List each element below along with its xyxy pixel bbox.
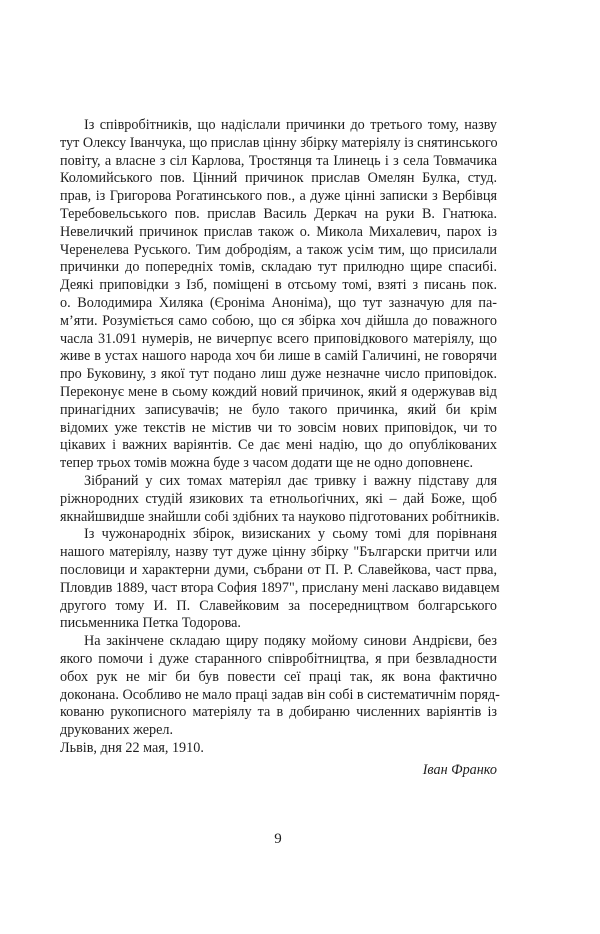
paragraph [60, 472, 500, 526]
text-line: Теребовельського пов. прислав Василь Деркач на руки В. Гнатюка. [60, 205, 497, 222]
text-line: кованю рукописного матеріялу та в добираню численних варіянтів із [60, 704, 497, 721]
text-line: доконана. Особливо не мало праці задав він собі в систематичнім поряд- [60, 686, 500, 703]
text-line: Із співробітників, що надіслали причинки до третього тому, назву [84, 117, 497, 133]
text-line: причинки до попередніх томів, складаю тут прилюдно щире спасибі. [60, 259, 497, 276]
text-line: якнайшвидше знайшли собі здібних та науково підготованих робітників. [60, 508, 500, 525]
text-line: ріжнородних студій язикових та етнольоґічних, які – дай Боже, щоб [60, 490, 497, 507]
text-line: якого помочи і дуже старанного співробітництва, я при безвладности [60, 650, 497, 667]
text-line: Зібраний у сих томах матеріял дає тривку і важну підставу для [84, 472, 497, 489]
text-line: повіту, а власне з сіл Карлова, Тростянця та Ілинець і з села Товмачика [60, 152, 497, 169]
text-line: обох рук не міг би був повести сеї праці так, як вона фактично [60, 668, 497, 685]
text-line: прав, із Григорова Рогатинського пов., а дуже цінні записки з Вербівця [60, 188, 497, 205]
text-line: цікавих і важних варіянтів. Се дає мені надію, що до опублікованих [60, 437, 497, 454]
text-line: друкованих жерел. [60, 722, 174, 739]
date-line: Львів, дня 22 мая, 1910. [60, 740, 204, 756]
text-line: Коломийського пов. Цінний причинок прислав Омелян Булка, студ. [60, 170, 497, 187]
paragraph [60, 633, 500, 740]
text-line: часла 31.091 нумерів, не вичерпує всего приповідкового матеріялу, що [60, 330, 497, 347]
text-line: о. Володимира Хиляка (Єроніма Аноніма), що тут зазначую для па- [60, 294, 497, 311]
signature: Іван Франко [422, 762, 497, 778]
text-line: На закінчене складаю щиру подяку мойому синови Андрієви, без [84, 633, 497, 650]
body-text [60, 117, 500, 740]
text-line: Пловдив 1889, част втора София 1897", прислану мені ласкаво видавцем [60, 579, 500, 596]
paragraph [60, 526, 500, 633]
text-line: принагідних записувачів; не було такого причинка, який би крім [60, 401, 497, 418]
text-line: другого тому И. П. Славейковим за посередництвом болгарського [60, 597, 497, 614]
text-line: Із чужонародніх збірок, визисканих у сьому томі для порівнаня [84, 526, 497, 543]
text-line: Деякі приповідки з Ізб, поміщені в отсьому томі, взяті з писань пок. [60, 277, 497, 294]
text-line: тут Олексу Іванчука, що прислав цінну збірку матеріялу із снятинського [60, 134, 498, 151]
text-line: відомих уже текстів не містив чи то зовсім нових приповідок, чи то [60, 419, 497, 436]
text-line: Невеличкий причинок прислав також о. Микола Михалевич, парох із [60, 223, 497, 240]
text-line: про Буковину, з якої тут подано лиш дуже незначне число приповідок. [60, 366, 497, 383]
text-line: письменника Петка Тодорова. [60, 615, 241, 632]
paragraph [60, 117, 497, 473]
page-number: 9 [274, 831, 282, 847]
text-line: живе в устах нашого народа хоч би лише в самій Галичині, не говорячи [60, 348, 497, 365]
text-line: нашого матеріялу, назву тут дуже цінну збірку "Български притчи или [60, 544, 497, 561]
text-line: Переконує мене в сьому кождий новий причинок, який я одержував від [60, 383, 497, 400]
text-line: пословици и характерни думи, събрани от П. Р. Славейкова, част прва, [60, 561, 497, 578]
text-line: тепер трьох томів можна буде з часом додати ще не одно доповненє. [60, 455, 474, 472]
text-line: Черенелева Руського. Тим добродіям, а також усім тим, що присилали [60, 241, 497, 258]
text-line: м’яти. Розуміється само собою, що ся збірка хоч дійшла до поважного [60, 312, 497, 329]
